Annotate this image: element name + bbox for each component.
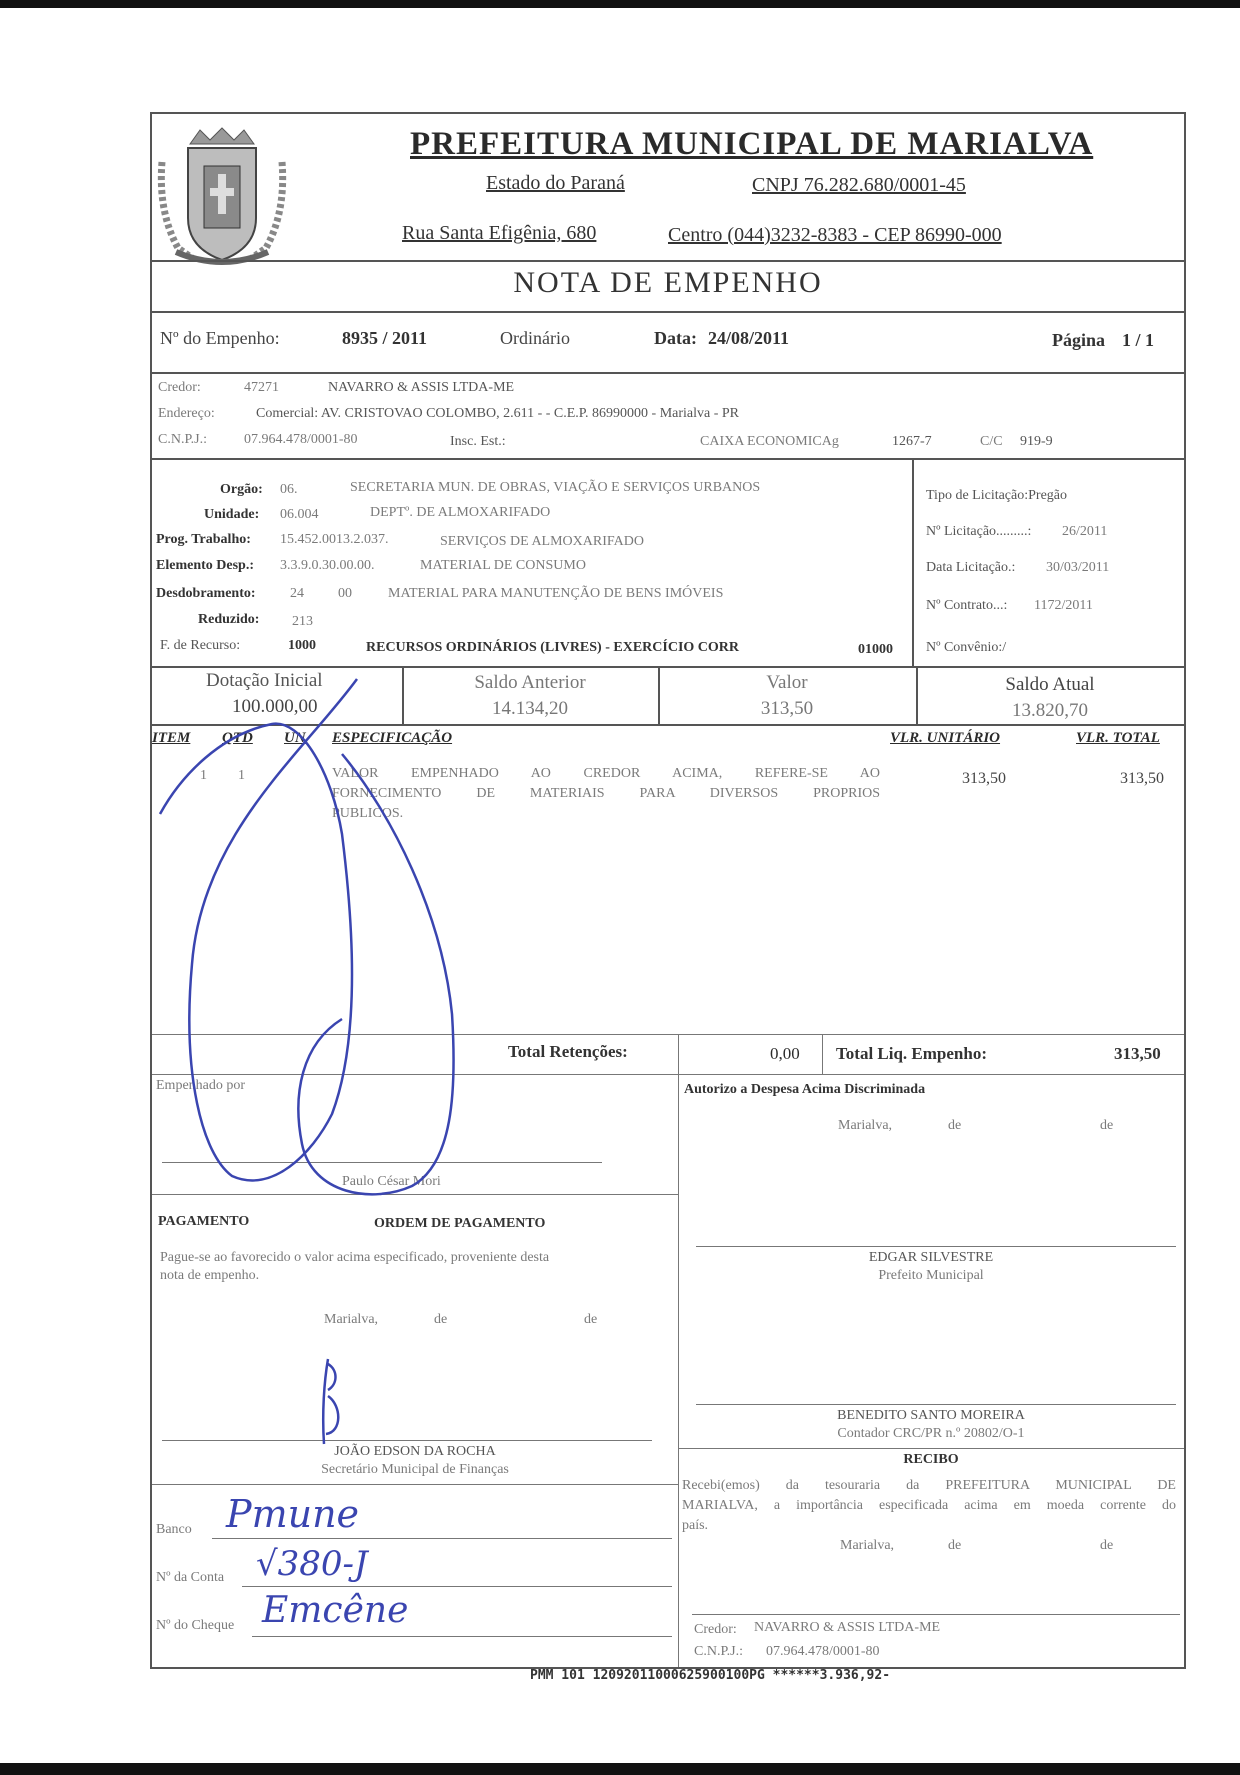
credor-code: 47271 <box>244 380 279 395</box>
col-especificacao: ESPECIFICAÇÃO <box>332 730 453 746</box>
orgao-name: SECRETARIA MUN. DE OBRAS, VIAÇÃO E SERVIÇOS URBANOS <box>350 480 761 495</box>
secretario-name: JOÃO EDSON DA ROCHA <box>334 1444 496 1459</box>
recibo-text-1: Recebi(emos) da tesouraria da PREFEITURA MUNICIPAL DE <box>682 1478 1176 1493</box>
licitacao-type: Tipo de Licitação:Pregão <box>926 488 1068 503</box>
recurso-code: 1000 <box>288 638 316 653</box>
credor-cnpj: 07.964.478/0001-80 <box>244 432 358 447</box>
orgao-code: 06. <box>280 482 298 497</box>
item-spec-line-2: FORNECIMENTO DE MATERIAIS PARA DIVERSOS PROPRIOS <box>332 786 880 801</box>
liquido-label: Total Liq. Empenho: <box>836 1044 987 1063</box>
insc-est-label: Insc. Est.: <box>450 434 506 449</box>
item-unit-value: 313,50 <box>962 770 1006 787</box>
pagamento-text-2: nota de empenho. <box>160 1268 260 1283</box>
item-spec-line-1: VALOR EMPENHADO AO CREDOR ACIMA, REFERE-SE AO <box>332 766 880 781</box>
desdobramento-label: Desdobramento: <box>156 586 256 601</box>
liquido-value: 313,50 <box>1114 1044 1161 1063</box>
state-name: Estado do Paraná <box>486 172 625 194</box>
desdobramento-code: 24 <box>290 586 304 601</box>
elemento-code: 3.3.9.0.30.00.00. <box>280 558 375 573</box>
recibo-de-1: de <box>948 1538 962 1553</box>
credor-cc: 919-9 <box>1020 434 1053 449</box>
recurso-number: 01000 <box>858 642 893 657</box>
nota-de-empenho-form <box>150 112 1186 1669</box>
empenho-date-label: Data: <box>654 328 697 348</box>
document-barcode-code: PMM 101 12092011000625900100PG ******3.936,92- <box>530 1668 891 1683</box>
item-qtd: 1 <box>238 768 245 783</box>
address-details: Centro (044)3232-8383 - CEP 86990-000 <box>668 224 1002 246</box>
licitacao-date: 30/03/2011 <box>1046 560 1110 575</box>
municipality-cnpj: CNPJ 76.282.680/0001-45 <box>752 174 966 196</box>
page-number: 1 / 1 <box>1122 330 1155 350</box>
credor-label: Credor: <box>158 380 201 395</box>
col-item: ITEM <box>152 730 191 746</box>
item-spec-line-3: PUBLICOS. <box>332 806 404 821</box>
reduzido-label: Reduzido: <box>198 612 260 627</box>
pagamento-text-1: Pague-se ao favorecido o valor acima especificado, proveniente desta <box>160 1250 550 1265</box>
conta-handwritten: √380-J <box>256 1544 368 1584</box>
conta-label: Nº da Conta <box>156 1570 225 1585</box>
item-number: 1 <box>200 768 207 783</box>
col-un: UN <box>284 730 306 746</box>
recibo-de-2: de <box>1100 1538 1114 1553</box>
recibo-credor-name: NAVARRO & ASSIS LTDA-ME <box>754 1620 941 1635</box>
address-street: Rua Santa Efigênia, 680 <box>402 222 597 244</box>
ordem-pagamento-label: ORDEM DE PAGAMENTO <box>374 1216 546 1231</box>
banco-handwritten: Pmune <box>226 1492 360 1536</box>
cheque-label: Nº do Cheque <box>156 1618 235 1633</box>
licitacao-date-label: Data Licitação.: <box>926 560 1016 575</box>
autorizo-de-1: de <box>948 1118 962 1133</box>
item-total-value: 313,50 <box>1120 770 1164 787</box>
empenho-number: 8935 / 2011 <box>342 328 428 348</box>
recibo-credor-label: Credor: <box>694 1622 737 1637</box>
pagamento-label: PAGAMENTO <box>158 1214 250 1229</box>
empenhado-por-name: Paulo César Mori <box>342 1174 441 1189</box>
pagamento-de-2: de <box>584 1312 598 1327</box>
convenio: Nº Convênio:/ <box>926 640 1007 655</box>
col-vlr-total: VLR. TOTAL <box>1076 730 1160 746</box>
page-label: Página <box>1052 330 1106 350</box>
retencoes-label: Total Retenções: <box>508 1042 628 1061</box>
saldo-atual-label: Saldo Atual <box>1005 674 1095 695</box>
cc-label: C/C <box>980 434 1003 449</box>
licitacao-number-label: Nº Licitação.........: <box>926 524 1032 539</box>
retencoes-value: 0,00 <box>770 1044 800 1063</box>
empenho-number-label: Nº do Empenho: <box>160 328 280 348</box>
document-title: NOTA DE EMPENHO <box>513 266 823 299</box>
address-label: Endereço: <box>158 406 215 421</box>
elemento-name: MATERIAL DE CONSUMO <box>420 558 586 573</box>
empenhado-por-label: Empenhado por <box>156 1078 246 1093</box>
contrato-number: 1172/2011 <box>1034 598 1093 613</box>
prefeito-name: EDGAR SILVESTRE <box>868 1250 994 1265</box>
licitacao-number: 26/2011 <box>1062 524 1108 539</box>
dotacao-label: Dotação Inicial <box>206 670 323 691</box>
credor-agency: 1267-7 <box>892 434 932 449</box>
autorizo-de-2: de <box>1100 1118 1114 1133</box>
dotacao-value: 100.000,00 <box>232 696 318 717</box>
empenho-type: Ordinário <box>500 328 570 348</box>
recibo-title: RECIBO <box>903 1452 959 1467</box>
recibo-text-3: país. <box>682 1518 709 1533</box>
secretario-role: Secretário Municipal de Finanças <box>321 1462 509 1477</box>
unidade-code: 06.004 <box>280 507 319 522</box>
cnpj-label: C.N.P.J.: <box>158 432 208 447</box>
pagamento-city: Marialva, <box>324 1312 379 1327</box>
recibo-text-2: MARIALVA, a importância especificada acima em moeda corrente do <box>682 1498 1176 1513</box>
valor-label: Valor <box>766 672 808 693</box>
prog-name: SERVIÇOS DE ALMOXARIFADO <box>440 534 644 549</box>
elemento-label: Elemento Desp.: <box>156 558 254 573</box>
saldo-anterior-value: 14.134,20 <box>492 698 568 719</box>
col-qtd: QTD <box>222 730 253 746</box>
recibo-cnpj-label: C.N.P.J.: <box>694 1644 744 1659</box>
prefeito-role: Prefeito Municipal <box>878 1268 984 1283</box>
reduzido-value: 213 <box>292 614 313 629</box>
saldo-anterior-label: Saldo Anterior <box>474 672 586 693</box>
recurso-label: F. de Recurso: <box>160 638 241 653</box>
scan-bottom-edge <box>0 1763 1240 1775</box>
prog-label: Prog. Trabalho: <box>156 532 251 547</box>
unidade-name: DEPTº. DE ALMOXARIFADO <box>370 505 551 520</box>
autorizo-city: Marialva, <box>838 1118 893 1133</box>
banco-label: Banco <box>156 1522 192 1537</box>
valor-value: 313,50 <box>760 698 814 719</box>
contador-name: BENEDITO SANTO MOREIRA <box>837 1408 1025 1423</box>
saldo-atual-value: 13.820,70 <box>1012 700 1088 721</box>
coat-of-arms-logo <box>152 122 292 270</box>
autorizo-label: Autorizo a Despesa Acima Discriminada <box>684 1082 926 1097</box>
orgao-label: Orgão: <box>220 482 263 497</box>
credor-bank: CAIXA ECONOMICAg <box>700 434 839 449</box>
desdobramento-name: MATERIAL PARA MANUTENÇÃO DE BENS IMÓVEIS <box>388 586 724 601</box>
cheque-handwritten: Emcêne <box>262 1590 409 1631</box>
col-vlr-unitario: VLR. UNITÁRIO <box>890 730 1001 746</box>
contador-role: Contador CRC/PR n.º 20802/O-1 <box>837 1426 1025 1441</box>
prog-code: 15.452.0013.2.037. <box>280 532 389 547</box>
credor-address: Comercial: AV. CRISTOVAO COLOMBO, 2.611 - - C.E.P. 86990000 - Marialva - PR <box>256 406 740 421</box>
desdobramento-sub: 00 <box>338 586 352 601</box>
empenho-date: 24/08/2011 <box>708 328 790 348</box>
unidade-label: Unidade: <box>204 507 260 522</box>
recibo-cnpj: 07.964.478/0001-80 <box>766 1644 880 1659</box>
recibo-city: Marialva, <box>840 1538 895 1553</box>
contrato-label: Nº Contrato...: <box>926 598 1008 613</box>
recurso-name: RECURSOS ORDINÁRIOS (LIVRES) - EXERCÍCIO CORR <box>366 640 739 655</box>
credor-name: NAVARRO & ASSIS LTDA-ME <box>328 380 515 395</box>
municipality-title: PREFEITURA MUNICIPAL DE MARIALVA <box>410 126 1094 162</box>
scan-top-edge <box>0 0 1240 8</box>
pagamento-de-1: de <box>434 1312 448 1327</box>
